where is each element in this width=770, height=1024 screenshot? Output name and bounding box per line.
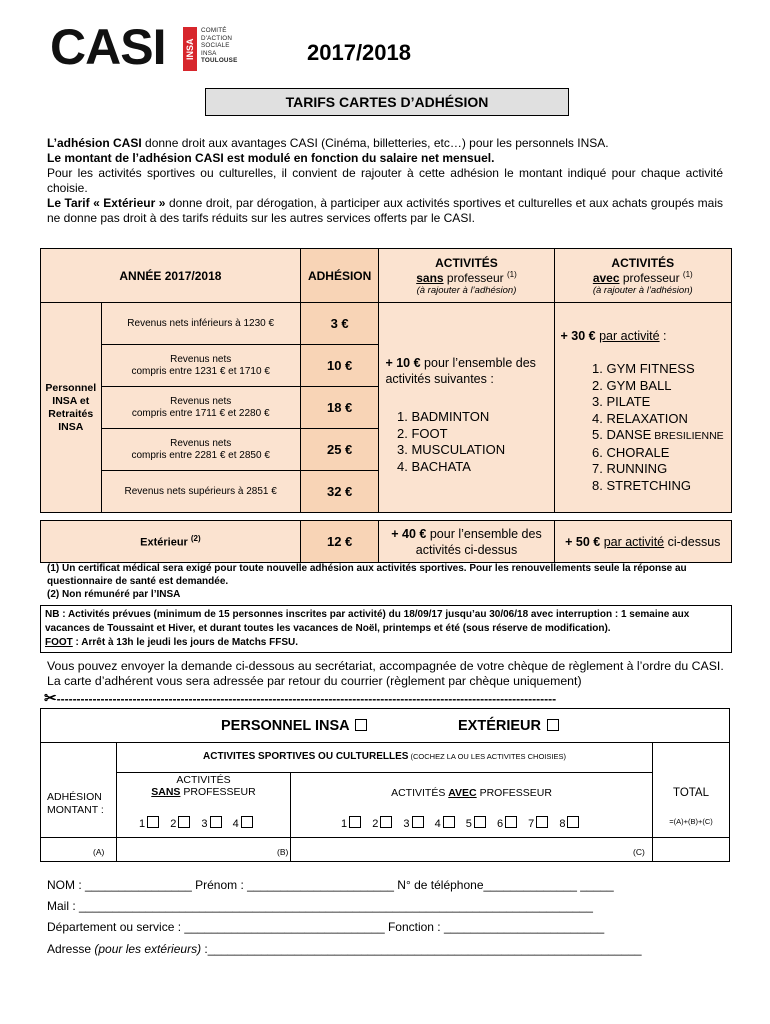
form-box bbox=[40, 708, 730, 862]
intro-p4-bold: Le Tarif « Extérieur » bbox=[47, 196, 166, 210]
field-departement[interactable]: Département ou service : ______________________________ Fonction : ________________________ bbox=[47, 920, 605, 934]
table-spacer bbox=[41, 513, 732, 521]
label-c: (C) bbox=[633, 847, 645, 857]
price-row-3: 18 € bbox=[300, 387, 379, 429]
tarif-table bbox=[40, 248, 732, 563]
avec-checkbox-6[interactable] bbox=[505, 816, 517, 828]
revenue-row-1: Revenus nets inférieurs à 1230 € bbox=[101, 303, 300, 345]
price-row-1: 3 € bbox=[300, 303, 379, 345]
sans-header: ACTIVITÉS SANS PROFESSEUR bbox=[151, 774, 256, 798]
total-label: TOTAL bbox=[673, 787, 709, 799]
sans-list: 1. BADMINTON 2. FOOT 3. MUSCULATION 4. BACHATA bbox=[385, 409, 547, 475]
price-row-5: 32 € bbox=[300, 471, 379, 513]
sans-checkbox-3[interactable] bbox=[210, 816, 222, 828]
exterieur-sans: + 40 € pour l’ensemble des activités ci-dessus bbox=[379, 521, 554, 563]
sans-checkboxes: 1 2 3 4 bbox=[139, 816, 261, 830]
group-label: Personnel INSA et Retraités INSA bbox=[41, 303, 102, 513]
price-row-2: 10 € bbox=[300, 345, 379, 387]
label-b: (B) bbox=[277, 847, 289, 857]
revenue-row-5: Revenus nets supérieurs à 2851 € bbox=[101, 471, 300, 513]
intro-p3: Pour les activités sportives ou culturelles, il convient de rajouter à cette adhésion le montant indiqué pour chaque activité choisie. bbox=[47, 166, 723, 195]
revenue-row-2: Revenus nets compris entre 1231 € et 1710 € bbox=[101, 345, 300, 387]
option-personnel[interactable]: PERSONNEL INSA bbox=[221, 718, 375, 734]
avec-checkbox-3[interactable] bbox=[412, 816, 424, 828]
nb-text: NB : Activités prévues (minimum de 15 personnes inscrites par activité) du 18/09/17 jusqu’au 30/06/18 avec interruption : 1 semaine aux vacances de Toussaint et Hiver, et durant toutes les vacances de Noël, printemps et été (sous réserve de modification). bbox=[45, 609, 690, 634]
nb-foot-text: : Arrêt à 13h le jeudi les jours de Matchs FFSU. bbox=[72, 637, 299, 648]
nb-box bbox=[40, 605, 732, 653]
nb-foot-word: FOOT bbox=[45, 637, 73, 648]
sans-checkbox-2[interactable] bbox=[178, 816, 190, 828]
field-adresse[interactable]: Adresse (pour les extérieurs) :_________________________________________________________________ bbox=[47, 942, 642, 956]
price-row-4: 25 € bbox=[300, 429, 379, 471]
intro-p2: Le montant de l’adhésion CASI est modulé en fonction du salaire net mensuel. bbox=[47, 151, 495, 165]
cut-line: ✂----------------------------------------------------------------------------------------------------------------------------- bbox=[44, 690, 557, 707]
intro-p4: donne droit, par dérogation, à participer aux activités sportives et culturelles et aux achats groupés mais ne donne pas droit à des tarifs réduits sur les autres services offerts par le CASI. bbox=[47, 196, 723, 225]
field-nom[interactable]: NOM : ________________ Prénom : ______________________ N° de téléphone______________ _____ bbox=[47, 878, 614, 892]
intro-p1-bold: L’adhésion CASI bbox=[47, 136, 142, 150]
avec-cell: + 30 € par activité : 1. GYM FITNESS 2. GYM BALL 3. PILATE 4. RELAXATION 5. DANSE BRESILIENNE 6. CHORALE 7. RUNNING 8. STRETCHING bbox=[554, 303, 731, 513]
footnotes bbox=[47, 562, 727, 601]
sans-checkbox-4[interactable] bbox=[241, 816, 253, 828]
option-exterieur[interactable]: EXTÉRIEUR bbox=[458, 718, 567, 734]
avec-checkbox-5[interactable] bbox=[474, 816, 486, 828]
total-formula: =(A)+(B)+(C) bbox=[669, 817, 713, 826]
revenue-row-4: Revenus nets compris entre 2281 € et 2850 € bbox=[101, 429, 300, 471]
tarifs-title: TARIFS CARTES D’ADHÉSION bbox=[205, 88, 569, 116]
activites-header: ACTIVITES SPORTIVES OU CULTURELLES (COCHEZ LA OU LES ACTIVITES CHOISIES) bbox=[117, 742, 652, 773]
avec-checkbox-1[interactable] bbox=[349, 816, 361, 828]
send-text: Vous pouvez envoyer la demande ci-dessous au secrétariat, accompagnée de votre chèque de règlement à l’ordre du CASI. La carte d’adhérent vous sera adressée par retour du courrier (règlement par chèque uniquement) bbox=[47, 659, 724, 688]
scissors-icon: ✂ bbox=[44, 690, 57, 707]
year-title: 2017/2018 bbox=[307, 40, 411, 65]
avec-checkbox-8[interactable] bbox=[567, 816, 579, 828]
label-a: (A) bbox=[93, 847, 105, 857]
intro-p1: donne droit aux avantages CASI (Cinéma, billetteries, etc…) pour les personnels INSA. bbox=[141, 136, 609, 150]
sans-checkbox-1[interactable] bbox=[147, 816, 159, 828]
header-sans: ACTIVITÉS sans professeur $^{(1)}$ (à rajouter à l’adhésion) bbox=[379, 249, 554, 303]
exterieur-price: 12 € bbox=[300, 521, 379, 563]
exterieur-checkbox[interactable] bbox=[547, 719, 559, 731]
avec-checkboxes: 1 2 3 4 5 6 7 8 bbox=[341, 816, 587, 830]
logo-subtitle: COMITÉ D'ACTION SOCIALE INSA TOULOUSE bbox=[201, 27, 238, 65]
casi-logo: CASI bbox=[50, 19, 166, 75]
form-row-type bbox=[41, 709, 729, 743]
personnel-checkbox[interactable] bbox=[355, 719, 367, 731]
avec-checkbox-4[interactable] bbox=[443, 816, 455, 828]
header-year: ANNÉE 2017/2018 bbox=[41, 249, 301, 303]
revenue-row-3: Revenus nets compris entre 1711 € et 2280 € bbox=[101, 387, 300, 429]
sans-cell: + 10 € pour l’ensemble des activités suivantes : 1. BADMINTON 2. FOOT 3. MUSCULATION 4. BACHATA bbox=[379, 303, 554, 513]
avec-header: ACTIVITÉS AVEC PROFESSEUR bbox=[391, 787, 552, 799]
avec-checkbox-2[interactable] bbox=[380, 816, 392, 828]
intro-text bbox=[47, 136, 723, 226]
header-avec: ACTIVITÉS avec professeur $^{(1)}$ (à rajouter à l’adhésion) bbox=[554, 249, 731, 303]
footnote-2: (2) Non rémunéré par l’INSA bbox=[47, 589, 181, 600]
footnote-1: (1) Un certificat médical sera exigé pour toute nouvelle adhésion aux activités sportives. Pour les renouvellements seule la réponse au questionnaire de santé est demandée. bbox=[47, 563, 687, 587]
exterieur-label: Extérieur $^{(2)}$ bbox=[41, 521, 301, 563]
avec-checkbox-7[interactable] bbox=[536, 816, 548, 828]
avec-list: 1. GYM FITNESS 2. GYM BALL 3. PILATE 4. RELAXATION 5. DANSE BRESILIENNE 6. CHORALE 7. RUNNING 8. STRETCHING bbox=[561, 361, 725, 494]
insa-logo-badge: INSA bbox=[183, 27, 197, 71]
adhesion-label: ADHÉSION MONTANT : bbox=[47, 791, 104, 816]
exterieur-avec: + 50 € par activité ci-dessus bbox=[554, 521, 731, 563]
header-adhesion: ADHÉSION bbox=[300, 249, 379, 303]
field-mail[interactable]: Mail : _____________________________________________________________________________ bbox=[47, 899, 593, 913]
